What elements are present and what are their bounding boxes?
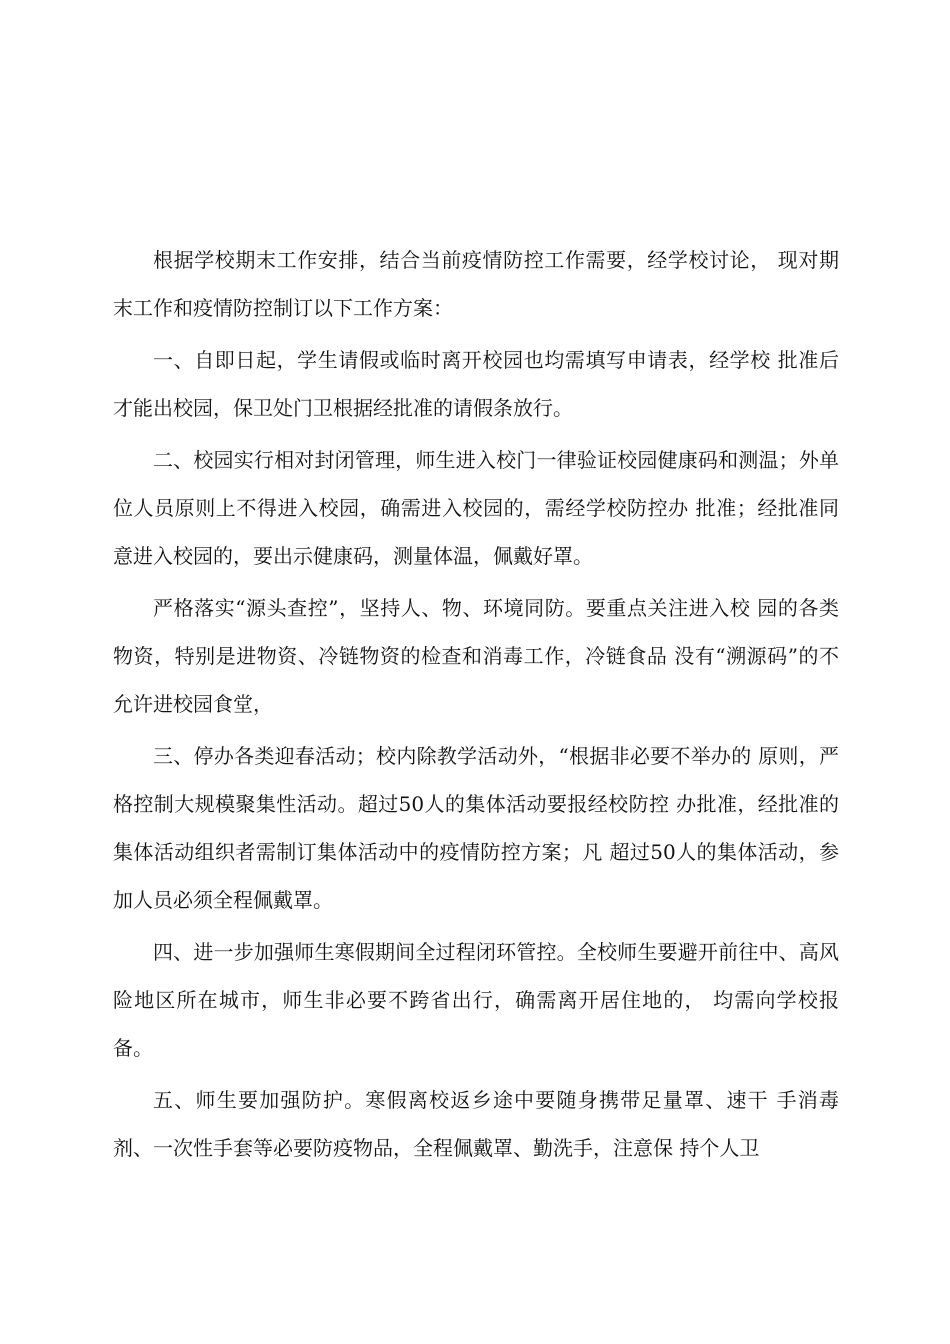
- paragraph-item-2: 二、校园实行相对封闭管理，师生进入校门一律验证校园健康码和测温；外单位人员原则上不得进入校园，确需进入校园的，需经学校防控办 批准；经批准同意进入校园的，要出示健康码，测量体温，佩戴好罩。: [113, 448, 839, 568]
- paragraph-source-control: 严格落实“源头查控”，坚持人、物、环境同防。要重点关注进入校 园的各类物资，特别是进物资、冷链物资的检查和消毒工作，冷链食品 没有“溯源码”的不允许进校园食堂，: [113, 596, 839, 716]
- paragraph-intro: 根据学校期末工作安排，结合当前疫情防控工作需要，经学校讨论， 现对期末工作和疫情防控制订以下工作方案：: [113, 248, 839, 320]
- paragraph-item-3: 三、停办各类迎春活动；校内除教学活动外，“根据非必要不举办的 原则，严格控制大规模聚集性活动。超过50人的集体活动要报经校防控 办批准，经批准的集体活动组织者需制订集体活动中的疫情防控方案；凡 超过50人的集体活动，参加人员必须全程佩戴罩。: [113, 744, 839, 912]
- paragraph-item-4: 四、进一步加强师生寒假期间全过程闭环管控。全校师生要避开前往中、高风险地区所在城市，师生非必要不跨省出行，确需离开居住地的， 均需向学校报备。: [113, 940, 839, 1060]
- document-body: [113, 236, 839, 1176]
- paragraph-item-1: 一、自即日起，学生请假或临时离开校园也均需填写申请表，经学校 批准后才能出校园，保卫处门卫根据经批准的请假条放行。: [113, 348, 839, 420]
- paragraph-item-5: 五、师生要加强防护。寒假离校返乡途中要随身携带足量罩、速干 手消毒剂、一次性手套等必要防疫物品，全程佩戴罩、勤洗手，注意保 持个人卫: [113, 1088, 839, 1160]
